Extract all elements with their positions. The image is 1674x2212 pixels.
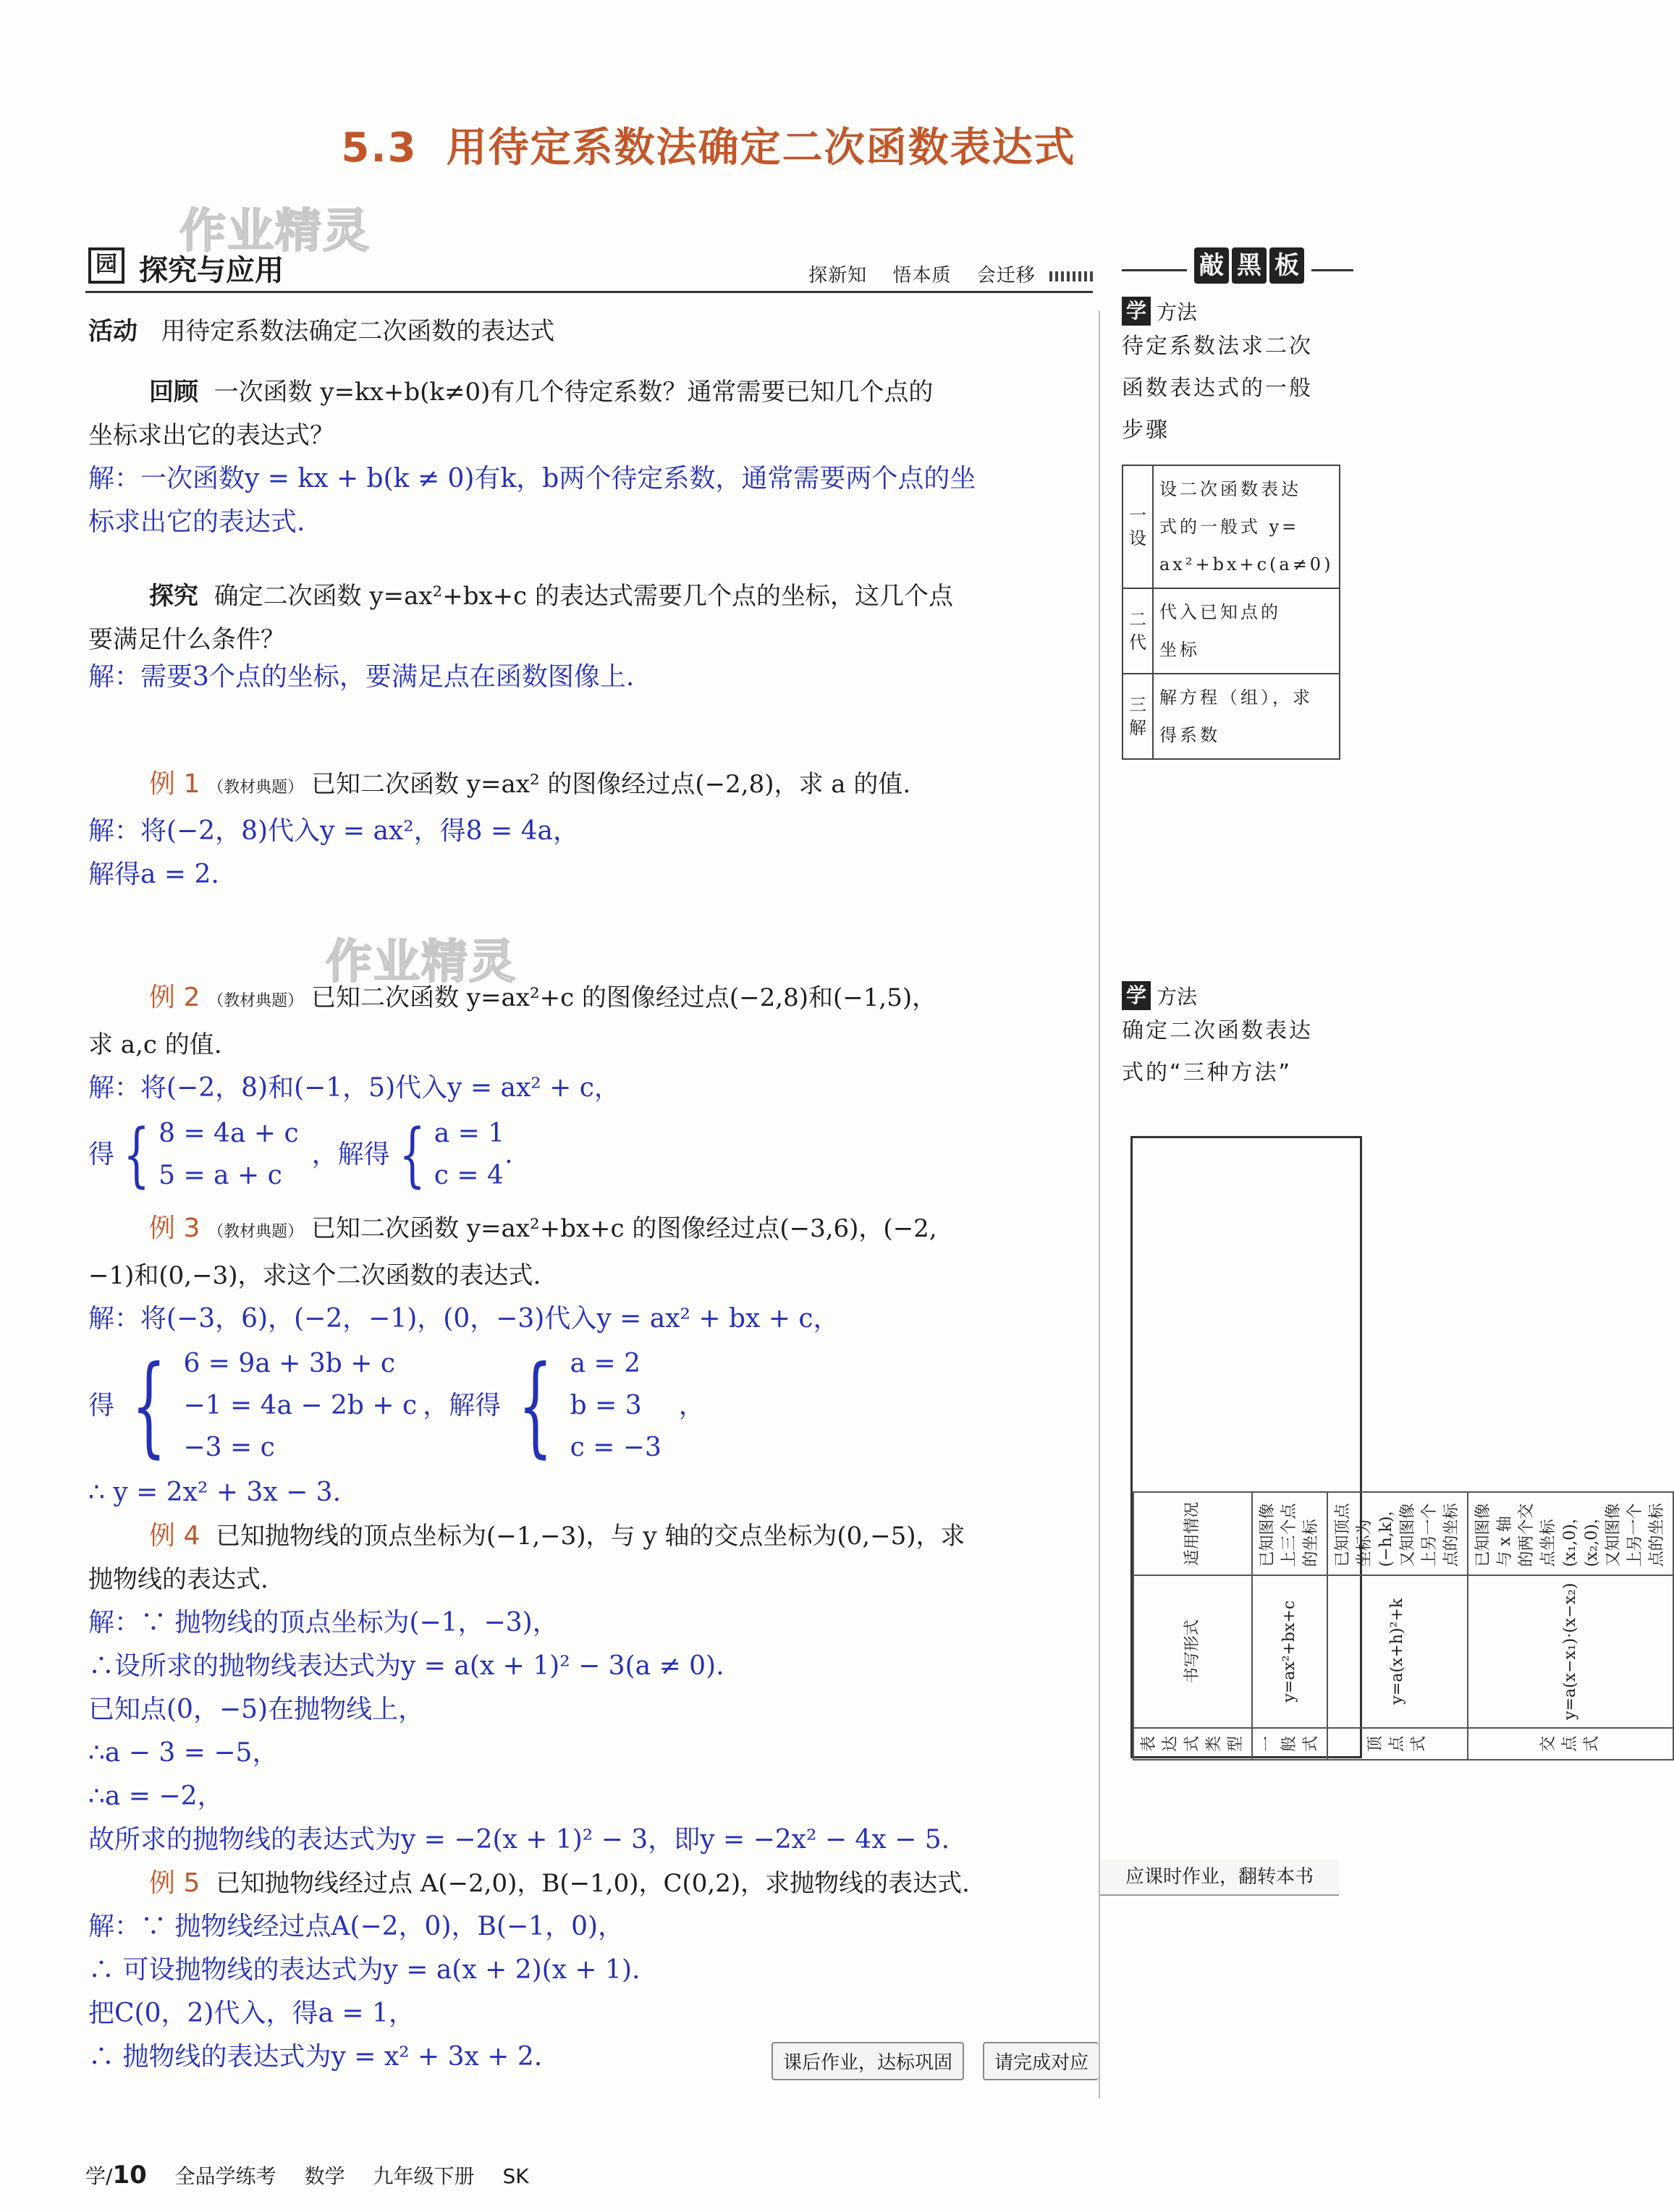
- left-brace: {: [131, 1343, 166, 1469]
- table-cell: 已知图像与 x 轴的两个交点坐标(x₁,0)，(x₂,0)，又知图像上另一个点的坐标: [1468, 1492, 1673, 1575]
- section-title: 探究与应用: [139, 254, 284, 287]
- page-number: [85, 2161, 147, 2190]
- solution-line: 故所求的抛物线的表达式为y = −2(x + 1)² − 3，即y = −2x² − 4x − 5.: [88, 1825, 950, 1855]
- method-text: 函数表达式的一般: [1122, 376, 1313, 401]
- example-1-solution-1: 解：将(−2，8)代入y = ax²，得8 = 4a，: [88, 816, 579, 846]
- table-cell: 一般式: [1252, 1728, 1327, 1760]
- table-cell: y=a(x+h)²+k: [1327, 1575, 1468, 1728]
- example-3-system: [88, 1341, 1102, 1471]
- xue-icon: 学: [1122, 297, 1151, 326]
- table-row: [1252, 1492, 1327, 1760]
- step-line: 代入已知点的: [1159, 602, 1281, 622]
- step-key: 二代: [1123, 588, 1153, 674]
- example-text: 已知抛物线的顶点坐标为(−1,−3)，与 y 轴的交点坐标为(0,−5)，求: [215, 1522, 965, 1551]
- example-4-question-1: [88, 1514, 1102, 1558]
- solution-line: ∴设所求的抛物线表达式为y = a(x + 1)² − 3(a ≠ 0).: [88, 1651, 724, 1681]
- check-box[interactable]: 请完成对应: [983, 2042, 1099, 2080]
- example-4: [88, 1514, 1102, 1862]
- equation-system: [158, 1113, 299, 1197]
- method-text: 式的“三种方法”: [1122, 1060, 1293, 1085]
- main-content: [88, 310, 1102, 2079]
- footer-item: 全品学练考: [174, 2164, 276, 2188]
- tag: 悟本质: [892, 265, 952, 287]
- title-char: 敲: [1194, 247, 1229, 284]
- solution-system: [570, 1343, 679, 1469]
- solution-line: ∴a − 3 = −5，: [88, 1738, 279, 1768]
- example-1: [88, 763, 1102, 897]
- step-row: [1123, 674, 1340, 759]
- step-line: 坐标: [1159, 640, 1200, 660]
- example-2-question-2: 求 a,c 的值.: [88, 1030, 222, 1059]
- step-text: [1153, 674, 1340, 759]
- example-2-question-1: [88, 976, 1102, 1023]
- page-value: 10: [112, 2161, 147, 2190]
- review-question-2: 坐标求出它的表达式？: [88, 421, 334, 450]
- table-row: [1133, 1492, 1252, 1760]
- equation: 6 = 9a + 3b + c: [183, 1349, 395, 1378]
- methods-table: [1130, 1136, 1666, 1758]
- flip-note: 应课时作业，翻转本书: [1100, 1860, 1339, 1896]
- de-label: 得: [88, 1140, 115, 1169]
- example-2-solution-1: 解：将(−2，8)和(−1，5)代入y = ax² + c，: [88, 1073, 620, 1103]
- step-text: [1153, 588, 1340, 674]
- section-number: 5.3: [341, 124, 418, 171]
- table-cell: 已知顶点坐标为(−h,k)，又知图像上另一个点的坐标: [1327, 1492, 1468, 1575]
- example-4-question-2: 抛物线的表达式.: [88, 1565, 269, 1594]
- example-label: 例 1: [149, 769, 200, 799]
- method-text: 待定系数法求二次: [1122, 334, 1313, 359]
- sidebar-method-1: [1122, 297, 1361, 760]
- solution-line: ∴ 抛物线的表达式为y = x² + 3x + 2.: [88, 2042, 543, 2072]
- table-cell: y=a(x−x₁)·(x−x₂): [1468, 1575, 1673, 1728]
- example-label: 例 5: [149, 1868, 200, 1898]
- method-label-row: [1122, 297, 1361, 326]
- example-3-question-1: [88, 1207, 1102, 1254]
- step-line: 式的一般式 y=: [1159, 517, 1300, 537]
- page-prefix: 学/: [85, 2164, 113, 2188]
- example-tag: （教材典题）: [208, 992, 304, 1010]
- de-label: 得: [88, 1391, 115, 1420]
- page-title: [0, 116, 1417, 174]
- table-cell: y=ax²+bx+c: [1252, 1575, 1327, 1728]
- example-label: 例 4: [149, 1521, 200, 1551]
- solution-line: 解：∵ 抛物线的顶点坐标为(−1，−3)，: [88, 1608, 559, 1637]
- example-3-question-2: −1)和(0,−3)，求这个二次函数的表达式.: [88, 1261, 541, 1290]
- step-key: 一设: [1123, 465, 1153, 588]
- homework-box[interactable]: 课后作业，达标巩固: [772, 2042, 964, 2080]
- footer-item: SK: [502, 2164, 529, 2188]
- table-row: [1468, 1492, 1673, 1760]
- rotated-table: [1133, 1491, 1674, 1760]
- table: [1133, 1491, 1674, 1760]
- method-label: 方法: [1157, 985, 1198, 1009]
- example-5-question: [88, 1862, 1102, 1905]
- header-rule: [1311, 269, 1353, 271]
- left-brace: {: [518, 1343, 553, 1469]
- step-key: 三解: [1123, 674, 1153, 759]
- tag: 探新知: [808, 265, 868, 287]
- explore-block: [88, 575, 1102, 693]
- result: c = −3: [570, 1433, 661, 1462]
- end-punct: .: [504, 1140, 513, 1169]
- title-char: 黑: [1232, 247, 1267, 284]
- step-line: 解方程（组），求: [1159, 687, 1313, 708]
- example-tag: （教材典题）: [208, 779, 304, 797]
- equation: 8 = 4a + c: [158, 1119, 299, 1148]
- step-line: ax²+bx+c(a≠0): [1159, 554, 1334, 575]
- watermark: 作业精灵: [326, 936, 517, 989]
- left-brace: {: [123, 1114, 150, 1195]
- review-label: 回顾: [149, 378, 198, 407]
- step-line: 得系数: [1159, 725, 1220, 745]
- solution-line: 已知点(0，−5)在抛物线上，: [88, 1695, 425, 1724]
- footer-item: 九年级下册: [373, 2164, 475, 2188]
- result: c = 4: [434, 1161, 504, 1190]
- example-1-solution-2: 解得a = 2.: [88, 860, 219, 889]
- jiede-label: ，解得: [423, 1391, 502, 1420]
- result: a = 1: [434, 1119, 505, 1148]
- title-text: 用待定系数法确定二次函数表达式: [446, 124, 1076, 171]
- watermark: 作业精灵: [179, 205, 371, 258]
- solution-line: ∴ 可设抛物线的表达式为y = a(x + 2)(x + 1).: [88, 1955, 641, 1985]
- solution-line: 把C(0，2)代入，得a = 1，: [88, 1999, 415, 2028]
- solution-system: [434, 1113, 504, 1197]
- table-header: 适用情况: [1133, 1492, 1252, 1575]
- table-header: 表达式类型: [1133, 1728, 1252, 1760]
- step-text: [1153, 465, 1340, 588]
- example-3-solution-1: 解：将(−3，6)，(−2，−1)，(0，−3)代入y = ax² + bx + c，: [88, 1304, 840, 1334]
- xue-icon: 学: [1122, 981, 1151, 1010]
- activity-line: [88, 310, 1102, 353]
- step-row: [1123, 588, 1340, 674]
- table-row: [1327, 1492, 1468, 1760]
- example-3: [88, 1207, 1102, 1514]
- example-tag: （教材典题）: [208, 1223, 304, 1241]
- method-text: 步骤: [1122, 418, 1170, 443]
- steps-table: [1122, 465, 1340, 760]
- example-label: 例 3: [149, 1213, 200, 1243]
- dash-decoration: [1049, 271, 1093, 281]
- left-brace: {: [398, 1114, 426, 1195]
- table-cell: 已知图像上三个点的坐标: [1252, 1492, 1327, 1575]
- column-divider: [1099, 311, 1100, 2098]
- example-2-system: [88, 1110, 1102, 1200]
- solution-line: 解：∵ 抛物线经过点A(−2，0)，B(−1，0)，: [88, 1912, 625, 1941]
- end-punct: ，: [678, 1391, 705, 1420]
- title-char: 板: [1269, 247, 1304, 284]
- review-block: [88, 370, 1102, 544]
- footer-item: 数学: [304, 2164, 345, 2188]
- example-label: 例 2: [149, 983, 200, 1012]
- result: a = 2: [570, 1349, 641, 1378]
- equation-system: [183, 1343, 417, 1469]
- step-row: [1123, 465, 1340, 588]
- table-header: 书写形式: [1133, 1575, 1252, 1728]
- result: b = 3: [570, 1391, 642, 1420]
- method-label-row: [1122, 981, 1361, 1010]
- example-text: 已知抛物线经过点 A(−2,0)，B(−1,0)，C(0,2)，求抛物线的表达式.: [215, 1869, 970, 1898]
- review-text-1: 一次函数 y=kx+b(k≠0)有几个待定系数？通常需要已知几个点的: [214, 378, 934, 407]
- activity-label: 活动: [88, 317, 138, 346]
- example-text: 已知二次函数 y=ax² 的图像经过点(−2,8)，求 a 的值.: [311, 770, 911, 799]
- sidebar-title: [1194, 247, 1304, 284]
- review-question-1: [88, 370, 1102, 414]
- review-answer-2: 标求出它的表达式.: [88, 507, 305, 537]
- equation: −3 = c: [183, 1433, 275, 1462]
- explore-question-2: 要满足什么条件？: [88, 625, 285, 654]
- tag: 会迁移: [976, 265, 1036, 287]
- table-cell: 交点式: [1468, 1728, 1673, 1760]
- table-cell: 顶点式: [1327, 1728, 1468, 1760]
- example-1-question: [88, 763, 1102, 810]
- review-answer-1: 解：一次函数y = kx + b(k ≠ 0)有k，b两个待定系数，通常需要两个点的坐: [88, 464, 976, 493]
- activity-text: 用待定系数法确定二次函数的表达式: [161, 317, 555, 346]
- example-text: 已知二次函数 y=ax²+c 的图像经过点(−2,8)和(−1,5)，: [311, 983, 937, 1012]
- example-3-result: ∴ y = 2x² + 3x − 3.: [88, 1478, 342, 1507]
- header-rule: [1122, 269, 1187, 271]
- page-footer: [85, 2161, 551, 2190]
- method-text: 确定二次函数表达: [1122, 1018, 1313, 1043]
- sidebar-header: [1122, 247, 1353, 284]
- section-header: [85, 240, 1093, 293]
- explore-answer: 解：需要3个点的坐标，要满足点在函数图像上.: [88, 662, 635, 692]
- equation: 5 = a + c: [158, 1161, 282, 1190]
- sidebar-method-2: [1122, 981, 1361, 1094]
- explore-text-1: 确定二次函数 y=ax²+bx+c 的表达式需要几个点的坐标，这几个点: [214, 582, 953, 611]
- solution-line: ∴a = −2，: [88, 1781, 224, 1811]
- explore-question-1: [88, 575, 1102, 618]
- equation: −1 = 4a − 2b + c: [183, 1391, 418, 1420]
- explore-label: 探究: [149, 582, 198, 611]
- step-line: 设二次函数表达: [1159, 479, 1301, 499]
- example-text: 已知二次函数 y=ax²+bx+c 的图像经过点(−3,6)，(−2,: [311, 1214, 937, 1243]
- method-label: 方法: [1157, 300, 1198, 324]
- example-2: [88, 976, 1102, 1200]
- section-tags: [790, 260, 1093, 287]
- jiede-label: ，解得: [311, 1140, 390, 1169]
- section-icon: 园: [88, 247, 124, 284]
